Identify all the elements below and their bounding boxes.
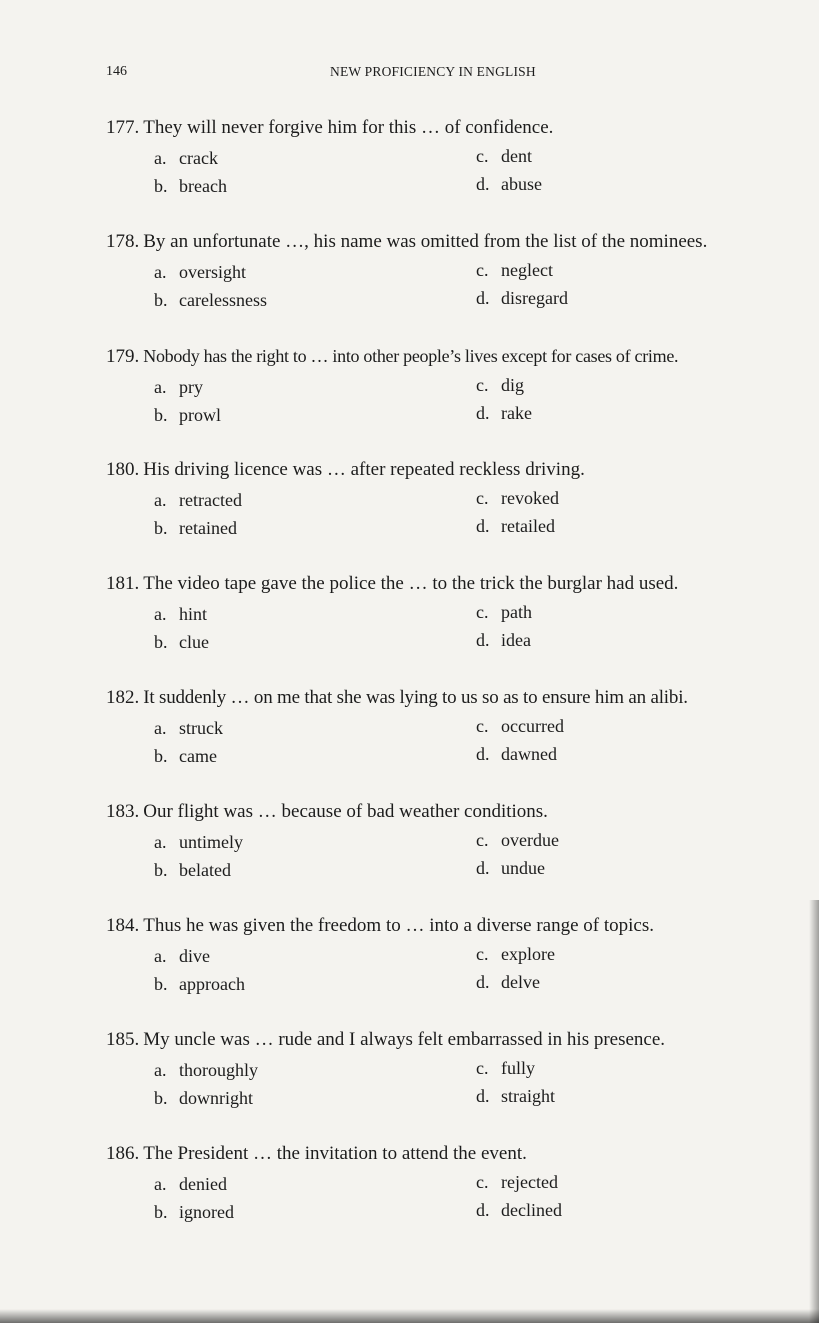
option-a-text: thoroughly	[179, 1060, 258, 1080]
option-b: b. belated	[154, 860, 231, 880]
option-c: c. overdue	[476, 830, 559, 850]
option-c: c. rejected	[476, 1172, 558, 1192]
question-stem	[106, 340, 819, 373]
option-a: a. hint	[154, 604, 208, 624]
option-c: c. path	[476, 602, 532, 622]
question-183	[106, 796, 819, 910]
option-a: a. retracted	[154, 490, 242, 510]
answer-options	[106, 258, 819, 316]
question-179	[106, 340, 819, 454]
question-stem	[106, 910, 819, 942]
question-number: 186.	[106, 1143, 140, 1164]
option-b: b. approach	[154, 974, 245, 994]
question-text: It suddenly … on me that she was lying to us so as to ensure him an alibi.	[143, 687, 688, 708]
option-a: a. dive	[154, 946, 210, 966]
question-number: 183.	[106, 801, 140, 822]
question-184	[106, 910, 819, 1024]
option-a-text: retracted	[179, 490, 242, 510]
answer-options	[106, 144, 819, 202]
option-d: d. idea	[476, 630, 531, 650]
answer-options	[106, 714, 819, 772]
option-a-text: hint	[179, 604, 208, 624]
question-text: Our flight was … because of bad weather conditions.	[143, 801, 548, 822]
option-a: a. crack	[154, 148, 218, 168]
option-a: a. untimely	[154, 832, 243, 852]
option-d: d. disregard	[476, 288, 568, 308]
question-text: They will never forgive him for this … of confidence.	[143, 117, 554, 138]
question-stem	[106, 1024, 819, 1056]
question-number: 184.	[106, 915, 140, 936]
question-178	[106, 226, 819, 340]
question-stem	[106, 796, 819, 828]
option-b: b. downright	[154, 1088, 253, 1108]
option-a: a. oversight	[154, 262, 246, 282]
answer-options	[106, 942, 819, 1000]
question-177	[106, 112, 819, 226]
question-text: Nobody has the right to … into other people’s lives except for cases of crime.	[143, 346, 679, 366]
option-d: d. dawned	[476, 744, 557, 764]
option-b: b. retained	[154, 518, 237, 538]
question-182	[106, 682, 819, 796]
option-b-text: prowl	[179, 405, 221, 425]
option-c: c. occurred	[476, 716, 564, 736]
answer-options	[106, 1056, 819, 1114]
option-d-text: disregard	[501, 288, 568, 308]
option-c-text: explore	[501, 944, 555, 964]
option-d: d. rake	[476, 403, 532, 423]
option-a-text: crack	[179, 148, 218, 168]
option-b: b. breach	[154, 176, 227, 196]
option-b: b. prowl	[154, 405, 221, 425]
page-bottom-shadow	[0, 1309, 819, 1323]
option-c-text: overdue	[501, 830, 559, 850]
question-text: The President … the invitation to attend the event.	[143, 1143, 527, 1164]
option-d-text: retailed	[501, 516, 555, 536]
page-header	[106, 64, 706, 86]
page-number: 146	[106, 64, 127, 79]
answer-options	[106, 600, 819, 658]
question-stem	[106, 454, 819, 486]
question-text: The video tape gave the police the … to the trick the burglar had used.	[143, 573, 679, 594]
question-number: 180.	[106, 459, 140, 480]
option-c: c. neglect	[476, 260, 553, 280]
option-c-text: rejected	[501, 1172, 558, 1192]
option-d-text: declined	[501, 1200, 562, 1220]
option-c-text: fully	[501, 1058, 535, 1078]
option-d-text: abuse	[501, 174, 542, 194]
option-c-text: revoked	[501, 488, 559, 508]
question-list	[106, 112, 819, 1252]
question-stem	[106, 1138, 819, 1170]
option-b-text: breach	[179, 176, 227, 196]
option-a-text: untimely	[179, 832, 243, 852]
option-a: a. pry	[154, 377, 203, 397]
question-stem	[106, 112, 819, 144]
question-text: His driving licence was … after repeated reckless driving.	[143, 459, 585, 480]
option-d-text: idea	[501, 630, 531, 650]
answer-options	[106, 373, 819, 431]
option-b: b. came	[154, 746, 217, 766]
option-c: c. revoked	[476, 488, 559, 508]
option-c-text: path	[501, 602, 532, 622]
question-186	[106, 1138, 819, 1252]
question-text: By an unfortunate …, his name was omitted from the list of the nominees.	[143, 231, 708, 252]
question-181	[106, 568, 819, 682]
option-b-text: belated	[179, 860, 231, 880]
option-d: d. undue	[476, 858, 545, 878]
option-c: c. fully	[476, 1058, 535, 1078]
option-a-text: dive	[179, 946, 210, 966]
option-a: a. struck	[154, 718, 223, 738]
option-d-text: dawned	[501, 744, 557, 764]
question-180	[106, 454, 819, 568]
question-number: 178.	[106, 231, 140, 252]
option-a-text: struck	[179, 718, 223, 738]
answer-options	[106, 1170, 819, 1228]
question-185	[106, 1024, 819, 1138]
question-stem	[106, 226, 819, 258]
option-c: c. dig	[476, 375, 525, 395]
option-b: b. ignored	[154, 1202, 234, 1222]
option-c-text: dent	[501, 146, 532, 166]
option-d: d. declined	[476, 1200, 562, 1220]
question-number: 179.	[106, 346, 140, 367]
option-a: a. thoroughly	[154, 1060, 258, 1080]
page-edge-shadow	[809, 900, 819, 1323]
option-b-text: downright	[179, 1088, 253, 1108]
option-d: d. abuse	[476, 174, 542, 194]
option-b-text: clue	[179, 632, 209, 652]
option-c: c. explore	[476, 944, 555, 964]
option-a-text: oversight	[179, 262, 246, 282]
option-d: d. delve	[476, 972, 540, 992]
option-d-text: rake	[501, 403, 532, 423]
option-b-text: approach	[179, 974, 245, 994]
option-a: a. denied	[154, 1174, 227, 1194]
option-c-text: dig	[501, 375, 525, 395]
option-d-text: delve	[501, 972, 540, 992]
option-b: b. clue	[154, 632, 209, 652]
option-d: d. retailed	[476, 516, 555, 536]
question-number: 177.	[106, 117, 140, 138]
question-number: 185.	[106, 1029, 140, 1050]
question-text: My uncle was … rude and I always felt embarrassed in his presence.	[143, 1029, 666, 1050]
answer-options	[106, 828, 819, 886]
question-text: Thus he was given the freedom to … into a diverse range of topics.	[143, 915, 654, 936]
answer-options	[106, 486, 819, 544]
running-title: NEW PROFICIENCY IN ENGLISH	[330, 64, 536, 79]
question-number: 182.	[106, 687, 140, 708]
option-d: d. straight	[476, 1086, 555, 1106]
option-b-text: ignored	[179, 1202, 234, 1222]
option-c: c. dent	[476, 146, 532, 166]
question-stem	[106, 568, 819, 600]
option-c-text: occurred	[501, 716, 564, 736]
option-b-text: retained	[179, 518, 237, 538]
option-b-text: carelessness	[179, 290, 267, 310]
option-c-text: neglect	[501, 260, 553, 280]
question-number: 181.	[106, 573, 140, 594]
option-d-text: straight	[501, 1086, 555, 1106]
option-a-text: pry	[179, 377, 203, 397]
question-stem	[106, 682, 819, 714]
option-b: b. carelessness	[154, 290, 267, 310]
option-b-text: came	[179, 746, 217, 766]
option-a-text: denied	[179, 1174, 227, 1194]
option-d-text: undue	[501, 858, 545, 878]
